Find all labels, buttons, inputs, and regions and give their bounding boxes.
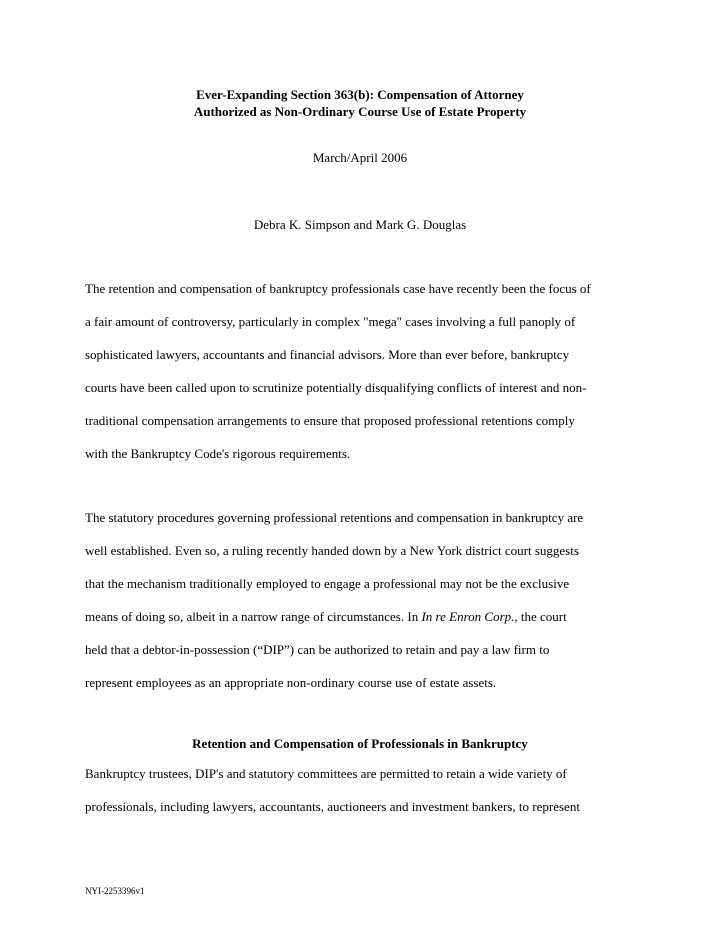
paragraph-line: that the mechanism traditionally employed to engage a professional may not be the exclusive [85,576,570,591]
paragraph-line: professionals, including lawyers, accountants, auctioneers and investment bankers, to represent [85,799,580,814]
document-title-line-1: Ever-Expanding Section 363(b): Compensation of Attorney [196,87,524,102]
line-text-after-citation: , the court [514,609,567,624]
paragraph-line-with-case-citation [85,607,645,640]
paragraph-line: The statutory procedures governing professional retentions and compensation in bankruptcy are [85,510,584,525]
document-footer-id: NYI-2253396v1 [85,886,145,896]
paragraph-line: traditional compensation arrangements to ensure that proposed professional retentions comply [85,413,575,428]
paragraph-line: represent employees as an appropriate non-ordinary course use of estate assets. [85,675,497,690]
paragraph-line: The retention and compensation of bankruptcy professionals case have recently been the focus of [85,281,591,296]
paragraph-line: held that a debtor-in-possession (“DIP”) can be authorized to retain and pay a law firm to [85,642,550,657]
publication-date: March/April 2006 [312,150,408,165]
paragraph-line: well established. Even so, a ruling recently handed down by a New York district court suggests [85,543,579,558]
section-heading: Retention and Compensation of Professionals in Bankruptcy [192,736,528,751]
line-text-before-citation: means of doing so, albeit in a narrow range of circumstances. In [85,609,422,624]
paragraph-line: a fair amount of controversy, particularly in complex "mega" cases involving a full panoply of [85,314,576,329]
paragraph-line: with the Bankruptcy Code's rigorous requirements. [85,446,351,461]
paragraph-line: Bankruptcy trustees, DIP's and statutory committees are permitted to retain a wide variety of [85,766,567,781]
authors-line: Debra K. Simpson and Mark G. Douglas [253,217,467,232]
paragraph-line: sophisticated lawyers, accountants and financial advisors. More than ever before, bankruptcy [85,347,570,362]
case-citation: In re Enron Corp. [421,609,515,624]
paragraph-line: courts have been called upon to scrutinize potentially disqualifying conflicts of interest and non- [85,380,587,395]
paragraph-statutory-procedures [85,508,645,706]
paragraph-retention [85,764,645,830]
document-title-line-2: Authorized as Non-Ordinary Course Use of Estate Property [193,104,527,119]
paragraph-intro [85,279,645,477]
